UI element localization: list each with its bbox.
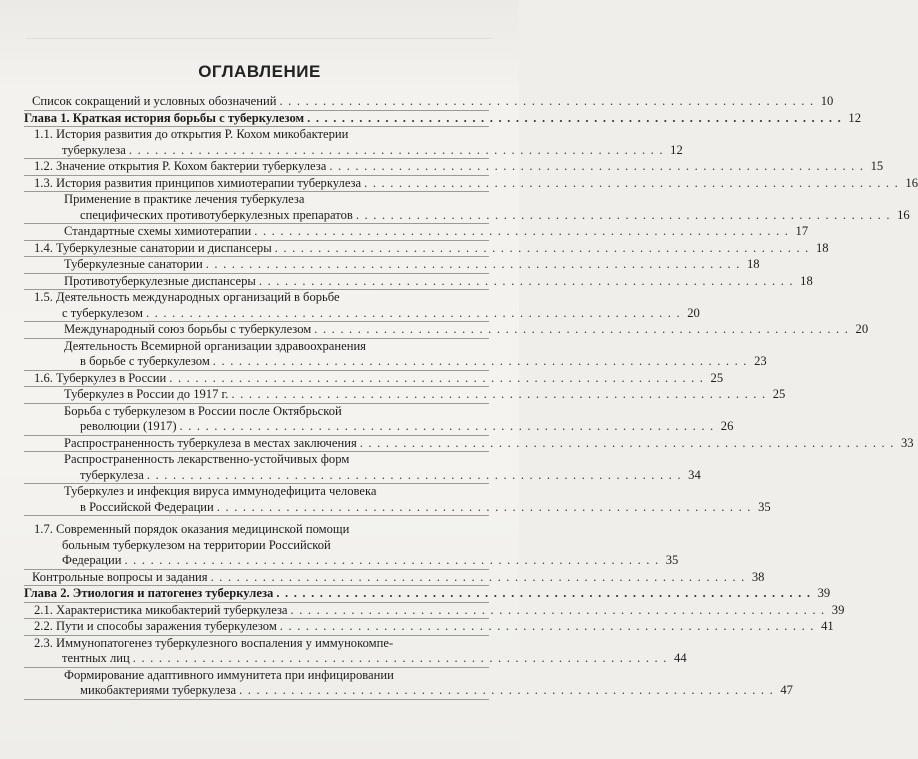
toc-entry[interactable] (24, 322, 869, 339)
toc-entry[interactable] (24, 127, 683, 159)
toc-entry-line (64, 273, 813, 290)
page-number: 44 (674, 651, 687, 665)
toc-entry-line (34, 522, 489, 538)
toc-entry[interactable] (24, 192, 910, 224)
toc-entry-line (64, 192, 489, 208)
toc-entry-line (34, 651, 687, 667)
page-number: 23 (754, 354, 767, 368)
toc-entry-text: Международный союз борьбы с туберкулезом (64, 322, 312, 336)
toc-entry-line (34, 602, 845, 619)
toc-entry-text: Противотуберкулезные диспансеры (64, 273, 256, 288)
toc-entry-line (34, 142, 683, 159)
toc-entry-line (64, 207, 910, 224)
page-number: 33 (901, 435, 914, 450)
toc-entry[interactable] (24, 338, 767, 371)
toc-entry-text: Туберкулез в России до 1917 г. (64, 387, 229, 401)
page-number: 20 (687, 305, 700, 320)
toc-entry[interactable] (24, 290, 700, 322)
toc-entry-line (34, 619, 834, 635)
dot-leader: . . . . . . . . . . . . . . . . . . . . . . . . . . . . . . . . . . . . . . . . . . . . . . . . . . . . . . . . . . . . . . (146, 467, 682, 482)
page-number: 25 (710, 370, 724, 385)
dot-leader: . . . . . . . . . . . . . . . . . . . . . . . . . . . . . . . . . . . . . . . . . . . . . . . . . . . . . . . . . . . . . . (212, 354, 748, 368)
toc-entry-text: Деятельность Всемирной организации здравоохранения (64, 338, 366, 353)
toc-entry-text: Список сокращений и условных обозначений (32, 94, 277, 108)
page-number: 18 (815, 240, 829, 255)
toc-entry[interactable] (24, 452, 701, 484)
dot-leader: . . . . . . . . . . . . . . . . . . . . . . . . . . . . . . . . . . . . . . . . . . . . . . . . . . . . . . . . . . . . . . (279, 94, 815, 108)
toc-entry-text: в борьбе с туберкулезом (80, 354, 210, 368)
dot-leader: . . . . . . . . . . . . . . . . . . . . . . . . . . . . . . . . . . . . . . . . . . . . . . . . . . . . . . . . . . . . . . (274, 240, 810, 255)
dot-leader: . . . . . . . . . . . . . . . . . . . . . . . . . . . . . . . . . . . . . . . . . . . . . . . . . . . . . . . . . . . . . . (359, 435, 895, 450)
page-number: 17 (795, 224, 809, 238)
toc-entry[interactable] (24, 667, 793, 700)
page-number: 15 (870, 159, 884, 173)
toc-entry-line (64, 435, 914, 452)
toc-entry-line (24, 586, 831, 602)
toc-entry-text: Глава 1. Краткая история борьбы с туберкулезом (24, 110, 305, 125)
toc-entry-text: туберкулеза (80, 467, 144, 482)
toc-entry-line (64, 467, 701, 484)
toc-entry[interactable] (24, 175, 918, 193)
dot-leader: . . . . . . . . . . . . . . . . . . . . . . . . . . . . . . . . . . . . . . . . . . . . . . . . . . . . . . . . . . . . . . (132, 651, 668, 665)
dot-leader: . . . . . . . . . . . . . . . . . . . . . . . . . . . . . . . . . . . . . . . . . . . . . . . . . . . . . . . . . . . . . . (329, 159, 865, 173)
page-number: 26 (720, 419, 734, 433)
toc-entry[interactable] (24, 387, 786, 404)
page-number: 35 (665, 553, 679, 567)
page-number: 10 (820, 94, 834, 108)
toc-entry[interactable] (24, 435, 914, 453)
toc-entry-text: Стандартные схемы химиотерапии (64, 224, 252, 238)
dot-leader: . . . . . . . . . . . . . . . . . . . . . . . . . . . . . . . . . . . . . . . . . . . . . . . . . . . . . . . . . . . . . . (355, 207, 891, 222)
dot-leader: . . . . . . . . . . . . . . . . . . . . . . . . . . . . . . . . . . . . . . . . . . . . . . . . . . . . . . . . . . . . . . (210, 569, 746, 584)
toc-entry-line (64, 452, 489, 468)
dot-leader: . . . . . . . . . . . . . . . . . . . . . . . . . . . . . . . . . . . . . . . . . . . . . . . . . . . . . . . . . . . . . . (205, 257, 741, 271)
page-number: 38 (751, 569, 765, 584)
toc-entry-line (64, 668, 489, 684)
dot-leader: . . . . . . . . . . . . . . . . . . . . . . . . . . . . . . . . . . . . . . . . . . . . . . . . . . . . . . . . . . . . . . (290, 602, 826, 617)
toc-entry-text: специфических противотуберкулезных препаратов (80, 207, 353, 222)
page-number: 16 (897, 207, 910, 222)
toc-entry-text: Федерации (62, 553, 122, 567)
toc-entry-line (64, 499, 771, 516)
toc-entry-text: 2.1. Характеристика микобактерий туберкулеза (34, 602, 288, 617)
dot-leader: . . . . . . . . . . . . . . . . . . . . . . . . . . . . . . . . . . . . . . . . . . . . . . . . . . . . . . . . . . . . . . (128, 142, 664, 157)
dot-leader: . . . . . . . . . . . . . . . . . . . . . . . . . . . . . . . . . . . . . . . . . . . . . . . . . . . . . . . . . . . . . . (254, 224, 790, 238)
toc-entry-line (64, 419, 734, 435)
toc-entry-line (34, 175, 918, 192)
page-number: 39 (831, 602, 845, 617)
toc-chapter-entry[interactable] (24, 110, 861, 128)
toc-entry-text: 1.3. История развития принципов химиотерапии туберкулеза (34, 175, 362, 190)
toc-entry-text: с туберкулезом (62, 305, 143, 320)
toc-entry-text: Туберкулезные санатории (64, 257, 203, 271)
toc-entry-text: 2.3. Иммунопатогенез туберкулезного воспаления у иммунокомпе- (34, 635, 394, 650)
toc-entry-text: Формирование адаптивного иммунитета при инфицировании (64, 667, 394, 682)
toc-entry-text: Борьба с туберкулезом в России после Октябрьской (64, 403, 342, 418)
dot-leader: . . . . . . . . . . . . . . . . . . . . . . . . . . . . . . . . . . . . . . . . . . . . . . . . . . . . . . . . . . . . . . (276, 586, 812, 600)
toc-entry-text: Туберкулез и инфекция вируса иммунодефицита человека (64, 484, 377, 498)
dot-leader: . . . . . . . . . . . . . . . . . . . . . . . . . . . . . . . . . . . . . . . . . . . . . . . . . . . . . . . . . . . . . . (258, 273, 794, 288)
dot-leader: . . . . . . . . . . . . . . . . . . . . . . . . . . . . . . . . . . . . . . . . . . . . . . . . . . . . . . . . . . . . . . (239, 683, 774, 697)
toc-entry-text: Глава 2. Этиология и патогенез туберкулеза (24, 586, 274, 600)
toc-entry-line (34, 538, 489, 554)
toc-entry[interactable] (24, 273, 813, 291)
toc-entry[interactable] (24, 94, 834, 111)
dot-leader: . . . . . . . . . . . . . . . . . . . . . . . . . . . . . . . . . . . . . . . . . . . . . . . . . . . . . . . . . . . . . . (124, 553, 660, 567)
toc-entry[interactable] (24, 240, 829, 258)
running-head-rule (26, 38, 493, 39)
toc-entry-text: тентных лиц (62, 651, 130, 665)
toc-chapter-entry[interactable] (24, 586, 831, 603)
toc-entry[interactable] (24, 403, 734, 436)
table-of-contents (24, 94, 918, 700)
dot-leader: . . . . . . . . . . . . . . . . . . . . . . . . . . . . . . . . . . . . . . . . . . . . . . . . . . . . . . . . . . . . . . (279, 619, 815, 633)
toc-entry-text: 2.2. Пути и способы заражения туберкулезом (34, 619, 277, 633)
toc-entry-line (24, 110, 861, 127)
dot-leader: . . . . . . . . . . . . . . . . . . . . . . . . . . . . . . . . . . . . . . . . . . . . . . . . . . . . . . . . . . . . . . (314, 322, 850, 336)
toc-entry-line (34, 305, 700, 322)
toc-entry[interactable] (24, 159, 884, 176)
page-number: 25 (772, 387, 786, 401)
page-number: 41 (821, 619, 834, 633)
toc-entry[interactable] (24, 569, 765, 587)
toc-entry-text: Распространенность лекарственно-устойчивых форм (64, 452, 350, 466)
page-title: ОГЛАВЛЕНИЕ (198, 62, 321, 81)
toc-entry-text: в Российской Федерации (80, 499, 214, 514)
page-number: 12 (848, 110, 861, 125)
toc-entry[interactable] (24, 619, 834, 636)
toc-entry-text: микобактериями туберкулеза (80, 683, 237, 697)
page-number: 20 (855, 322, 869, 336)
toc-entry-line (34, 240, 829, 257)
toc-entry-line (64, 224, 809, 240)
toc-entry-line (64, 339, 489, 355)
toc-entry-text: туберкулеза (62, 142, 126, 157)
toc-entry-text: 1.6. Туберкулез в России (34, 370, 167, 385)
page-number: 18 (800, 273, 813, 288)
toc-entry[interactable] (24, 602, 845, 620)
page-number: 34 (688, 467, 701, 482)
toc-entry-line (34, 370, 724, 387)
toc-entry-line (64, 322, 869, 338)
toc-entry-line (64, 683, 793, 699)
page-number: 18 (746, 257, 760, 271)
toc-entry-line (32, 94, 834, 110)
toc-entry-line (34, 127, 489, 143)
toc-entry-line (64, 387, 786, 403)
toc-entry-text: 1.1. История развития до открытия Р. Кохом микобактерии (34, 127, 349, 141)
toc-entry-line (34, 290, 489, 306)
dot-leader: . . . . . . . . . . . . . . . . . . . . . . . . . . . . . . . . . . . . . . . . . . . . . . . . . . . . . . . . . . . . . . (145, 305, 681, 320)
toc-entry-line (64, 257, 760, 273)
dot-leader: . . . . . . . . . . . . . . . . . . . . . . . . . . . . . . . . . . . . . . . . . . . . . . . . . . . . . . . . . . . . . . (307, 110, 842, 125)
toc-entry-line (34, 159, 884, 175)
toc-entry-text: Контрольные вопросы и задания (32, 569, 208, 584)
toc-entry-line (64, 404, 489, 420)
toc-entry-text: Распространенность туберкулеза в местах заключения (64, 435, 357, 450)
toc-entry-line (34, 553, 679, 569)
toc-entry-text: 1.5. Деятельность международных организаций в борьбе (34, 290, 340, 304)
dot-leader: . . . . . . . . . . . . . . . . . . . . . . . . . . . . . . . . . . . . . . . . . . . . . . . . . . . . . . . . . . . . . . (216, 499, 752, 514)
toc-entry-line (32, 569, 765, 586)
toc-entry-text: Применение в практике лечения туберкулеза (64, 192, 305, 206)
toc-entry[interactable] (24, 484, 771, 516)
toc-entry[interactable] (24, 635, 687, 668)
toc-entry[interactable] (24, 224, 809, 241)
dot-leader: . . . . . . . . . . . . . . . . . . . . . . . . . . . . . . . . . . . . . . . . . . . . . . . . . . . . . . . . . . . . . . (231, 387, 767, 401)
toc-entry[interactable] (24, 522, 679, 570)
page-number: 47 (780, 683, 793, 697)
toc-entry-text: 1.4. Туберкулезные санатории и диспансеры (34, 240, 272, 255)
page-number: 16 (905, 175, 918, 190)
toc-entry[interactable] (24, 257, 760, 274)
toc-entry-text: больным туберкулезом на территории Российской (62, 537, 331, 552)
page-number: 35 (758, 499, 771, 514)
dot-leader: . . . . . . . . . . . . . . . . . . . . . . . . . . . . . . . . . . . . . . . . . . . . . . . . . . . . . . . . . . . . . . (169, 370, 705, 385)
page-number: 12 (670, 142, 683, 157)
toc-entry-text: 1.2. Значение открытия Р. Кохом бактерии туберкулеза (34, 159, 327, 173)
toc-entry[interactable] (24, 370, 724, 388)
toc-entry-text: 1.7. Современный порядок оказания медицинской помощи (34, 522, 350, 536)
page-number: 39 (817, 586, 831, 600)
toc-entry-line (64, 354, 767, 370)
toc-entry-line (64, 484, 489, 500)
toc-entry-text: революции (1917) (80, 419, 177, 433)
toc-entry-line (34, 636, 489, 652)
dot-leader: . . . . . . . . . . . . . . . . . . . . . . . . . . . . . . . . . . . . . . . . . . . . . . . . . . . . . . . . . . . . . . (179, 419, 715, 433)
dot-leader: . . . . . . . . . . . . . . . . . . . . . . . . . . . . . . . . . . . . . . . . . . . . . . . . . . . . . . . . . . . . . . (364, 175, 899, 190)
